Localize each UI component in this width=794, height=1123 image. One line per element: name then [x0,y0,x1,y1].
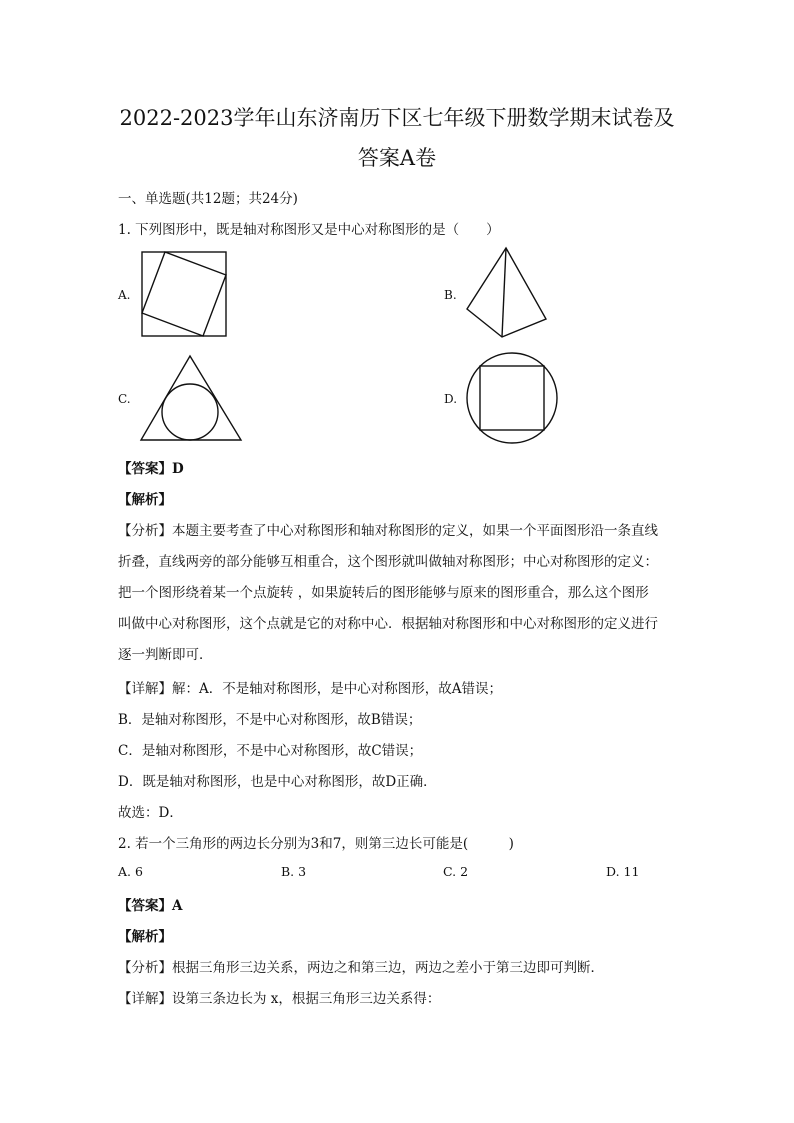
document-title-line-2: 答案A卷 [357,146,437,170]
q2-option-d: D. 11 [606,864,640,879]
q2-option-c: C. 2 [443,864,469,879]
q1-detail-line: C．是轴对称图形，不是中心对称图形，故C错误； [118,743,423,759]
q1-jiexi-heading: 【解析】 [118,492,172,508]
q1-analysis-line: 折叠，直线两旁的部分能够互相重合，这个图形就叫做轴对称图形；中心对称图形的定义： [118,554,658,570]
q2-analysis: 【分析】根据三角形三边关系，两边之和第三边，两边之差小于第三边即可判断． [118,960,604,976]
circle-inscribed-in-triangle-icon [140,355,242,441]
q1-detail-line: B．是轴对称图形，不是中心对称图形，故B错误； [118,712,422,728]
q2-answer: 【答案】A [118,898,183,914]
q1-analysis-line: 叫做中心对称图形，这个点就是它的对称中心．根据轴对称图形和中心对称图形的定义进行 [118,616,658,632]
q1-analysis-line: 【分析】本题主要考查了中心对称图形和轴对称图形的定义，如果一个平面图形沿一条直线 [118,523,658,539]
q2-jiexi-heading: 【解析】 [118,929,172,945]
q1-choose: 故选：D． [118,805,183,821]
q2-stem: 2. 若一个三角形的两边长分别为3和7，则第三边长可能是( ) [118,836,514,852]
square-inscribed-in-circle-icon [466,352,558,444]
q2-detail: 【详解】设第三条边长为 x，根据三角形三边关系得： [118,991,441,1007]
q2-option-a: A. 6 [118,864,143,879]
q1-option-a-label: A. [118,288,131,302]
q1-stem: 1. 下列图形中，既是轴对称图形又是中心对称图形的是（ ） [118,222,500,238]
square-inscribed-in-square-icon [141,251,227,337]
q1-option-b-label: B. [444,288,457,302]
q1-analysis-line: 把一个图形绕着某一个点旋转 ，如果旋转后的图形能够与原来的图形重合，那么这个图形 [118,585,649,601]
q1-analysis-line: 逐一判断即可． [118,647,213,663]
q1-detail-line: D．既是轴对称图形，也是中心对称图形，故D正确． [118,774,437,790]
kite-icon [466,247,548,339]
section-header: 一、单选题(共12题；共24分) [118,191,298,207]
q2-option-b: B. 3 [281,864,307,879]
q1-answer: 【答案】D [118,461,184,477]
document-title-line-1: 2022-2023学年山东济南历下区七年级下册数学期末试卷及 [119,106,675,130]
q1-option-d-label: D. [444,392,458,406]
q1-option-c-label: C. [118,392,131,406]
q1-detail-line: 【详解】解：A．不是轴对称图形，是中心对称图形，故A错误； [118,681,502,697]
